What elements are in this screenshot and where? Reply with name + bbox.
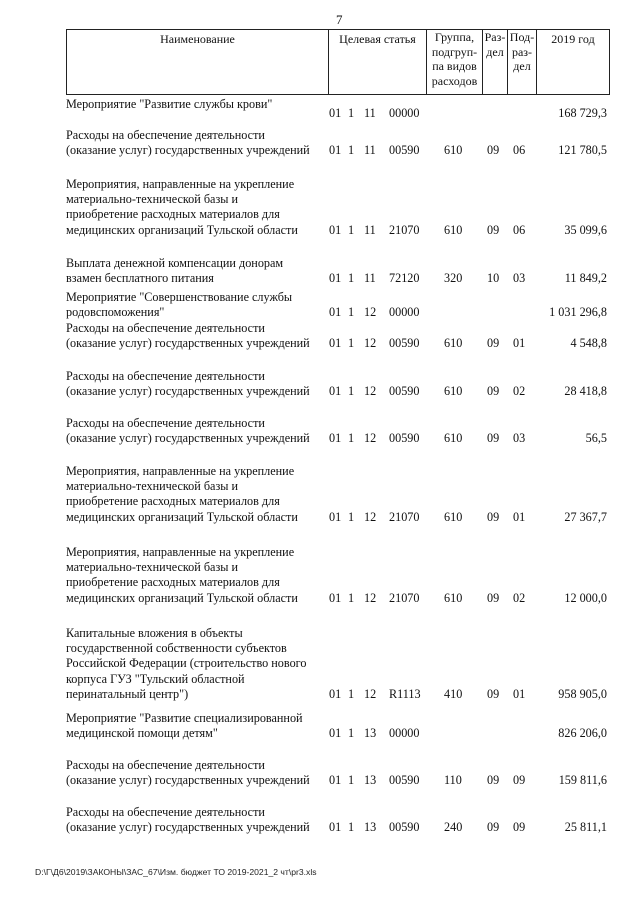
row-name-line: (оказание услуг) государственных учреждений xyxy=(66,431,310,446)
row-name-line: перинатальный центр") xyxy=(66,686,189,701)
row-name-line: родовспоможения" xyxy=(66,305,165,320)
header-podrazdel-line: Под- xyxy=(509,30,535,44)
row-name-line: (оказание услуг) государственных учреждений xyxy=(66,384,310,399)
amount: 958 905,0 xyxy=(558,686,607,701)
expense-group: 610 xyxy=(444,590,463,605)
row-name xyxy=(66,464,330,525)
razdel: 09 xyxy=(487,509,500,524)
razdel: 09 xyxy=(487,222,500,237)
razdel: 09 xyxy=(487,143,500,158)
row-name-line: Расходы на обеспечение деятельности xyxy=(66,416,265,430)
header-year-label: 2019 год xyxy=(551,32,595,46)
amount: 1 031 296,8 xyxy=(549,305,607,320)
podrazdel: 09 xyxy=(513,773,526,788)
code-part-3: 11 xyxy=(364,143,376,158)
code-part-4: 00590 xyxy=(389,384,420,399)
row-name-line: взамен бесплатного питания xyxy=(66,271,214,286)
amount: 11 849,2 xyxy=(564,271,607,286)
expense-group: 610 xyxy=(444,384,463,399)
podrazdel: 01 xyxy=(513,686,526,701)
row-name-line: Расходы на обеспечение деятельности xyxy=(66,758,265,772)
expense-group: 240 xyxy=(444,820,463,835)
code-part-4: 72120 xyxy=(389,271,420,286)
code-part-1: 01 xyxy=(329,686,342,701)
header-group xyxy=(427,30,483,94)
amount: 56,5 xyxy=(585,431,607,446)
code-part-1: 01 xyxy=(329,222,342,237)
row-name xyxy=(66,256,330,286)
expense-group: 320 xyxy=(444,271,463,286)
row-name-line: Расходы на обеспечение деятельности xyxy=(66,321,265,335)
code-part-2: 1 xyxy=(348,590,355,605)
expense-group: 610 xyxy=(444,336,463,351)
code-part-2: 1 xyxy=(348,222,355,237)
row-name xyxy=(66,626,330,702)
razdel: 09 xyxy=(487,590,500,605)
row-name xyxy=(66,416,330,446)
amount: 35 099,6 xyxy=(564,222,607,237)
amount: 121 780,5 xyxy=(558,143,607,158)
row-name-line: Мероприятие "Развитие специализированной xyxy=(66,711,303,725)
code-part-1: 01 xyxy=(329,143,342,158)
row-name xyxy=(66,545,330,606)
row-name-line: Мероприятия, направленные на укрепление xyxy=(66,464,295,478)
code-part-3: 12 xyxy=(364,384,377,399)
code-part-2: 1 xyxy=(348,509,355,524)
row-name-line: государственной собственности субъектов xyxy=(66,641,287,656)
code-part-1: 01 xyxy=(329,431,342,446)
row-name-line: Мероприятия, направленные на укрепление xyxy=(66,177,295,191)
code-part-2: 1 xyxy=(348,726,355,741)
code-part-3: 13 xyxy=(364,726,377,741)
row-name-line: материально-технической базы и xyxy=(66,479,239,494)
row-name xyxy=(66,177,330,238)
code-part-4: 21070 xyxy=(389,590,420,605)
amount: 168 729,3 xyxy=(558,106,607,121)
code-part-3: 13 xyxy=(364,820,377,835)
podrazdel: 02 xyxy=(513,384,526,399)
code-part-3: 12 xyxy=(364,590,377,605)
row-name-line: корпуса ГУЗ "Тульский областной xyxy=(66,671,245,686)
code-part-3: 12 xyxy=(364,431,377,446)
row-name-line: Расходы на обеспечение деятельности xyxy=(66,369,265,383)
row-name-line: материально-технической базы и xyxy=(66,192,239,207)
file-path-footer: D:\Г\Д6\2019\ЗАКОНЫ\ЗАС_67\Изм. бюджет ТО 2019-2021_2 чт\pr3.xls xyxy=(35,867,317,877)
row-name-line: Мероприятия, направленные на укрепление xyxy=(66,545,295,559)
amount: 12 000,0 xyxy=(564,590,607,605)
amount: 4 548,8 xyxy=(570,336,607,351)
header-target xyxy=(329,30,427,94)
razdel: 09 xyxy=(487,686,500,701)
code-part-2: 1 xyxy=(348,271,355,286)
code-part-2: 1 xyxy=(348,431,355,446)
amount: 25 811,1 xyxy=(564,820,607,835)
code-part-1: 01 xyxy=(329,726,342,741)
razdel: 09 xyxy=(487,336,500,351)
row-name xyxy=(66,758,330,788)
code-part-2: 1 xyxy=(348,143,355,158)
code-part-4: 00000 xyxy=(389,305,420,320)
header-name xyxy=(67,30,329,94)
row-name xyxy=(66,290,330,320)
row-name-line: Мероприятие "Совершенствование службы xyxy=(66,290,293,304)
row-name-line: приобретение расходных материалов для xyxy=(66,207,280,222)
row-name-line: медицинских организаций Тульской области xyxy=(66,509,298,524)
expense-group: 110 xyxy=(444,773,462,788)
code-part-2: 1 xyxy=(348,336,355,351)
code-part-1: 01 xyxy=(329,590,342,605)
code-part-4: 00000 xyxy=(389,106,420,121)
podrazdel: 01 xyxy=(513,509,526,524)
code-part-3: 13 xyxy=(364,773,377,788)
header-group-line: па видов xyxy=(432,59,477,73)
code-part-3: 11 xyxy=(364,222,376,237)
row-name-line: Расходы на обеспечение деятельности xyxy=(66,128,265,142)
row-name-line: Российской Федерации (строительство нового xyxy=(66,656,307,671)
code-part-4: 00590 xyxy=(389,143,420,158)
code-part-4: 21070 xyxy=(389,222,420,237)
code-part-2: 1 xyxy=(348,305,355,320)
podrazdel: 03 xyxy=(513,431,526,446)
code-part-4: 21070 xyxy=(389,509,420,524)
amount: 27 367,7 xyxy=(564,509,607,524)
row-name xyxy=(66,369,330,399)
code-part-1: 01 xyxy=(329,820,342,835)
header-name-label: Наименование xyxy=(160,32,235,46)
expense-group: 610 xyxy=(444,143,463,158)
code-part-1: 01 xyxy=(329,384,342,399)
code-part-1: 01 xyxy=(329,773,342,788)
code-part-2: 1 xyxy=(348,384,355,399)
code-part-3: 11 xyxy=(364,106,376,121)
code-part-2: 1 xyxy=(348,820,355,835)
razdel: 10 xyxy=(487,271,500,286)
code-part-3: 11 xyxy=(364,271,376,286)
row-name-line: (оказание услуг) государственных учреждений xyxy=(66,143,310,158)
podrazdel: 01 xyxy=(513,336,526,351)
row-name-line: (оказание услуг) государственных учреждений xyxy=(66,820,310,835)
code-part-4: 00590 xyxy=(389,820,420,835)
code-part-1: 01 xyxy=(329,305,342,320)
podrazdel: 06 xyxy=(513,222,526,237)
row-name xyxy=(66,128,330,158)
row-name-line: материально-технической базы и xyxy=(66,560,239,575)
row-name-line: (оказание услуг) государственных учреждений xyxy=(66,336,310,351)
row-name-line: Капитальные вложения в объекты xyxy=(66,626,243,640)
header-razdel-line: дел xyxy=(486,44,504,59)
header-group-line: подгруп- xyxy=(431,44,478,59)
row-name xyxy=(66,805,330,835)
header-target-label: Целевая статья xyxy=(339,32,416,46)
razdel: 09 xyxy=(487,384,500,399)
header-podrazdel-line: раз- xyxy=(511,44,533,59)
code-part-3: 12 xyxy=(364,305,377,320)
podrazdel: 03 xyxy=(513,271,526,286)
amount: 159 811,6 xyxy=(558,773,607,788)
code-part-3: 12 xyxy=(364,686,377,701)
row-name-line: Мероприятие "Развитие службы крови" xyxy=(66,97,273,111)
page-number: 7 xyxy=(336,12,343,27)
code-part-3: 12 xyxy=(364,509,377,524)
code-part-2: 1 xyxy=(348,106,355,121)
header-podrazdel-line: дел xyxy=(513,59,531,73)
code-part-4: 00000 xyxy=(389,726,420,741)
header-year xyxy=(537,30,609,94)
expense-group: 610 xyxy=(444,222,463,237)
razdel: 09 xyxy=(487,773,500,788)
row-name-line: медицинских организаций Тульской области xyxy=(66,590,298,605)
table-header xyxy=(66,29,610,95)
row-name-line: медицинских организаций Тульской области xyxy=(66,222,298,237)
expense-group: 410 xyxy=(444,686,463,701)
expense-group: 610 xyxy=(444,509,463,524)
row-name xyxy=(66,711,330,741)
expense-group: 610 xyxy=(444,431,463,446)
header-podrazdel xyxy=(508,30,537,94)
code-part-3: 12 xyxy=(364,336,377,351)
code-part-4: 00590 xyxy=(389,336,420,351)
row-name-line: медицинской помощи детям" xyxy=(66,726,218,741)
header-group-line: расходов xyxy=(431,73,478,88)
header-razdel xyxy=(483,30,508,94)
code-part-1: 01 xyxy=(329,271,342,286)
row-name-line: (оказание услуг) государственных учреждений xyxy=(66,773,310,788)
row-name-line: приобретение расходных материалов для xyxy=(66,575,280,590)
podrazdel: 06 xyxy=(513,143,526,158)
amount: 826 206,0 xyxy=(558,726,607,741)
header-group-line: Группа, xyxy=(434,30,475,44)
podrazdel: 02 xyxy=(513,590,526,605)
row-name-line: приобретение расходных материалов для xyxy=(66,494,280,509)
header-razdel-line: Раз- xyxy=(484,30,506,44)
row-name xyxy=(66,321,330,351)
amount: 28 418,8 xyxy=(564,384,607,399)
podrazdel: 09 xyxy=(513,820,526,835)
code-part-2: 1 xyxy=(348,686,355,701)
code-part-2: 1 xyxy=(348,773,355,788)
row-name-line: Выплата денежной компенсации донорам xyxy=(66,256,284,270)
code-part-4: R1113 xyxy=(389,686,421,701)
code-part-4: 00590 xyxy=(389,431,420,446)
code-part-1: 01 xyxy=(329,336,342,351)
razdel: 09 xyxy=(487,431,500,446)
razdel: 09 xyxy=(487,820,500,835)
code-part-1: 01 xyxy=(329,106,342,121)
row-name xyxy=(66,97,330,112)
row-name-line: Расходы на обеспечение деятельности xyxy=(66,805,265,819)
code-part-1: 01 xyxy=(329,509,342,524)
code-part-4: 00590 xyxy=(389,773,420,788)
